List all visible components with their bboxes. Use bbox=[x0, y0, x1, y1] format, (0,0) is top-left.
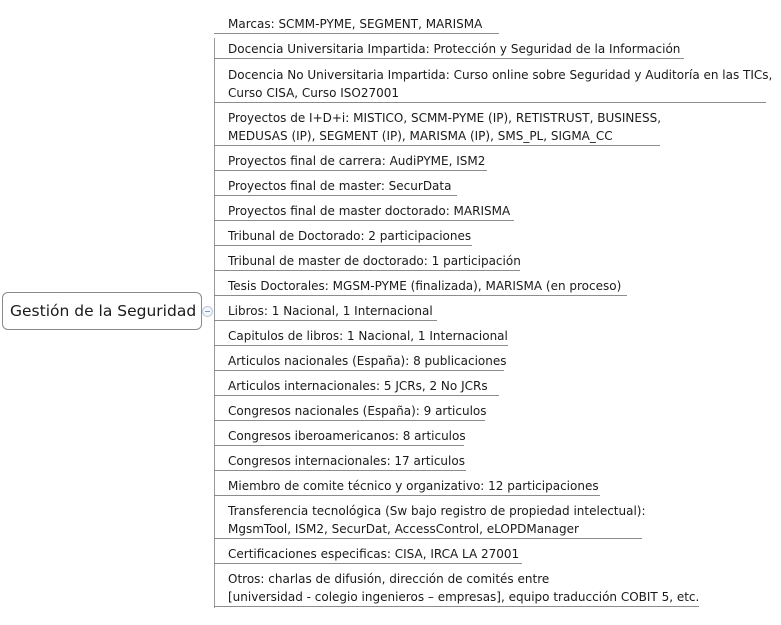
topic-node[interactable] bbox=[214, 402, 485, 421]
topic-node[interactable] bbox=[214, 177, 457, 196]
topic-node[interactable] bbox=[214, 152, 487, 171]
topic-node[interactable] bbox=[214, 302, 437, 321]
topic-node[interactable] bbox=[214, 545, 522, 564]
topic-label: Proyectos final de master doctorado: MARISMA bbox=[228, 204, 511, 218]
topic-label: Articulos internacionales: 5 JCRs, 2 No JCRs bbox=[228, 379, 488, 393]
topic-node[interactable] bbox=[214, 352, 507, 371]
topic-label: Tribunal de Doctorado: 2 participaciones bbox=[228, 229, 472, 243]
topic-label: MEDUSAS (IP), SEGMENT (IP), MARISMA (IP), SMS_PL, SIGMA_CC bbox=[228, 129, 613, 143]
topic-label: Proyectos final de master: SecurData bbox=[228, 179, 452, 193]
topic-node[interactable] bbox=[214, 452, 466, 471]
topic-label: Transferencia tecnológica (Sw bajo registro de propiedad intelectual): bbox=[228, 504, 646, 518]
topic-label: Congresos iberoamericanos: 8 articulos bbox=[228, 429, 466, 443]
topic-node[interactable] bbox=[214, 66, 773, 103]
topic-label: Miembro de comite técnico y organizativo: 12 participaciones bbox=[228, 479, 599, 493]
topic-node[interactable] bbox=[214, 109, 660, 146]
topic-label: Proyectos de I+D+i: MISTICO, SCMM-PYME (IP), RETISTRUST, BUSINESS, bbox=[228, 111, 662, 125]
topic-label: Tesis Doctorales: MGSM-PYME (finalizada), MARISMA (en proceso) bbox=[228, 279, 622, 293]
topic-label: Certificaciones especificas: CISA, IRCA LA 27001 bbox=[228, 547, 520, 561]
topic-node[interactable] bbox=[214, 427, 464, 446]
topic-label: Proyectos final de carrera: AudiPYME, ISM2 bbox=[228, 154, 486, 168]
topic-label: Libros: 1 Nacional, 1 Internacional bbox=[228, 304, 433, 318]
central-topic-label: Gestión de la Seguridad bbox=[10, 302, 197, 320]
topic-node[interactable] bbox=[214, 227, 472, 246]
topic-label: Congresos internacionales: 17 articulos bbox=[228, 454, 465, 468]
topic-label: Tribunal de master de doctorado: 1 participación bbox=[228, 254, 521, 268]
topic-node[interactable] bbox=[214, 40, 684, 59]
topic-node[interactable] bbox=[214, 15, 499, 34]
topic-label: Docencia Universitaria Impartida: Protección y Seguridad de la Información bbox=[228, 42, 681, 56]
collapse-toggle-icon[interactable] bbox=[202, 306, 213, 317]
topic-label: Docencia No Universitaria Impartida: Curso online sobre Seguridad y Auditoría en las TICs, bbox=[228, 68, 773, 82]
topic-node[interactable] bbox=[214, 277, 627, 296]
topic-label: [universidad - colegio ingenieros – empresas], equipo traducción COBIT 5, etc. bbox=[228, 590, 700, 604]
topic-node[interactable] bbox=[214, 570, 699, 607]
topic-node[interactable] bbox=[214, 377, 499, 396]
topic-label: Capitulos de libros: 1 Nacional, 1 Internacional bbox=[228, 329, 508, 343]
topic-node[interactable] bbox=[214, 202, 514, 221]
topic-label: Articulos nacionales (España): 8 publicaciones bbox=[228, 354, 507, 368]
topic-label: Curso CISA, Curso ISO27001 bbox=[228, 86, 400, 100]
topic-node[interactable] bbox=[214, 477, 600, 496]
topic-node[interactable] bbox=[214, 502, 646, 539]
central-topic[interactable] bbox=[2, 292, 202, 330]
topic-node[interactable] bbox=[214, 252, 520, 271]
topic-node[interactable] bbox=[214, 327, 508, 346]
topic-label: MgsmTool, ISM2, SecurDat, AccessControl, eLOPDManager bbox=[228, 522, 579, 536]
topic-label: Congresos nacionales (España): 9 articulos bbox=[228, 404, 487, 418]
topic-label: Marcas: SCMM-PYME, SEGMENT, MARISMA bbox=[228, 17, 483, 31]
topic-label: Otros: charlas de difusión, dirección de comités entre bbox=[228, 572, 550, 586]
